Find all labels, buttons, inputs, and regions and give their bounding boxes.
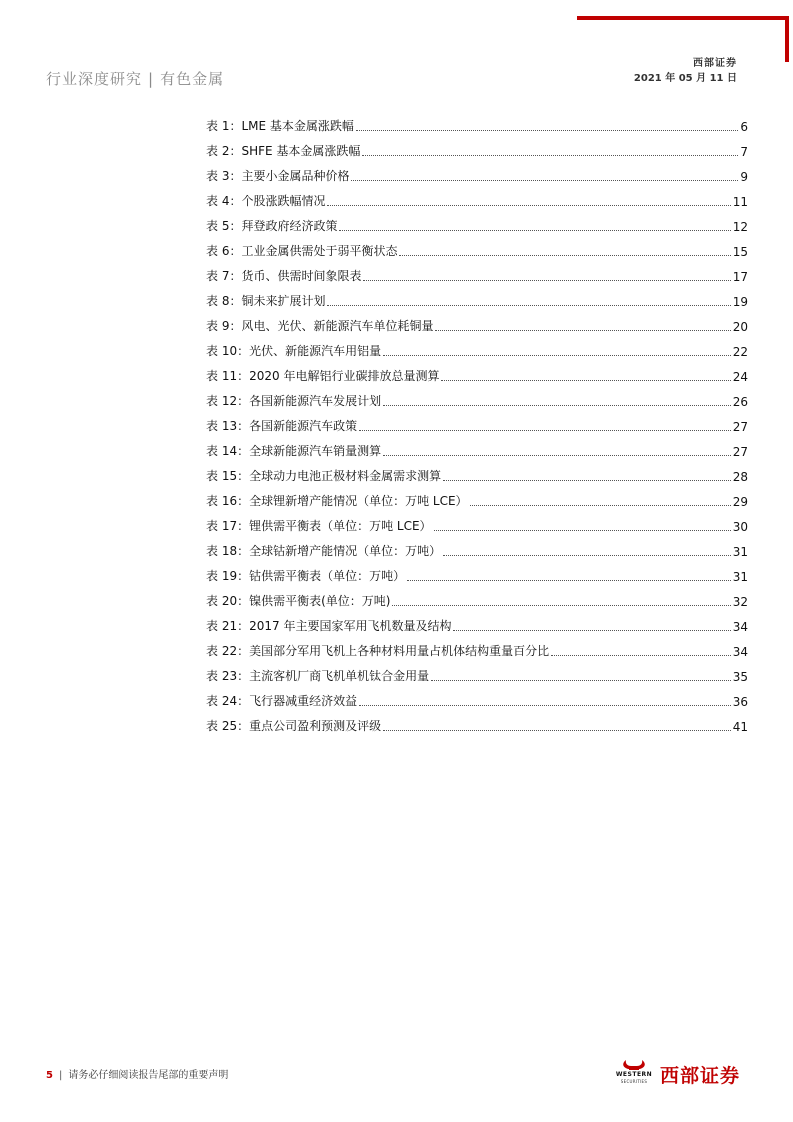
report-header	[46, 68, 224, 89]
logo-text-cn: 西部证券	[660, 1065, 741, 1087]
toc-dot-leader	[443, 554, 731, 556]
toc-dot-leader	[453, 629, 730, 631]
toc-entry[interactable]	[206, 562, 748, 587]
page-footer	[46, 1066, 228, 1081]
toc-entry-page: 20	[732, 320, 748, 334]
toc-entry[interactable]	[206, 387, 748, 412]
toc-dot-leader	[359, 704, 731, 706]
toc-entry-label: 表 20：镍供需平衡表(单位：万吨)	[206, 594, 391, 608]
toc-entry[interactable]	[206, 312, 748, 337]
toc-dot-leader	[399, 254, 730, 256]
toc-dot-leader	[363, 279, 730, 281]
toc-entry[interactable]	[206, 112, 748, 137]
toc-entry-label: 表 18：全球钴新增产能情况（单位：万吨）	[206, 544, 442, 558]
toc-dot-leader	[383, 729, 731, 731]
header-separator: |	[148, 70, 155, 88]
toc-dot-leader	[434, 529, 731, 531]
toc-entry-label: 表 23：主流客机厂商飞机单机钛合金用量	[206, 669, 430, 683]
toc-dot-leader	[351, 179, 738, 181]
toc-entry[interactable]	[206, 462, 748, 487]
toc-entry[interactable]	[206, 612, 748, 637]
company-logo	[612, 1058, 752, 1088]
toc-dot-leader	[407, 579, 731, 581]
toc-entry-page: 7	[740, 145, 748, 159]
toc-entry-page: 30	[732, 520, 748, 534]
toc-entry-label: 表 6：工业金属供需处于弱平衡状态	[206, 244, 398, 258]
toc-entry[interactable]	[206, 212, 748, 237]
toc-entry[interactable]	[206, 337, 748, 362]
toc-entry[interactable]	[206, 137, 748, 162]
toc-entry-label: 表 19：钴供需平衡表（单位：万吨）	[206, 569, 406, 583]
footer-separator: |	[58, 1070, 63, 1081]
toc-entry-page: 35	[732, 670, 748, 684]
toc-dot-leader	[383, 454, 731, 456]
toc-entry[interactable]	[206, 437, 748, 462]
page-number: 5	[46, 1070, 53, 1081]
toc-entry-page: 11	[732, 195, 748, 209]
toc-entry-label: 表 14：全球新能源汽车销量测算	[206, 444, 382, 458]
toc-entry[interactable]	[206, 362, 748, 387]
toc-entry-label: 表 25：重点公司盈利预测及评级	[206, 719, 382, 733]
toc-entry-label: 表 21：2017 年主要国家军用飞机数量及结构	[206, 619, 452, 633]
toc-entry-page: 36	[732, 695, 748, 709]
corner-accent-vertical	[785, 16, 789, 62]
toc-entry-label: 表 16：全球锂新增产能情况（单位：万吨 LCE）	[206, 494, 468, 508]
toc-entry-page: 26	[732, 395, 748, 409]
toc-entry-page: 19	[732, 295, 748, 309]
toc-entry-label: 表 1：LME 基本金属涨跌幅	[206, 119, 354, 133]
toc-entry-label: 表 3：主要小金属品种价格	[206, 169, 350, 183]
toc-entry-label: 表 11：2020 年电解铝行业碳排放总量测算	[206, 369, 440, 383]
toc-entry[interactable]	[206, 187, 748, 212]
toc-dot-leader	[339, 229, 730, 231]
toc-entry-page: 34	[732, 620, 748, 634]
toc-entry-page: 6	[740, 120, 748, 134]
toc-entry-page: 27	[732, 420, 748, 434]
brand-name: 西部证券	[693, 58, 737, 69]
corner-accent-horizontal	[577, 16, 789, 20]
toc-entry-label: 表 17：锂供需平衡表（单位：万吨 LCE）	[206, 519, 432, 533]
toc-entry-page: 41	[732, 720, 748, 734]
toc-entry[interactable]	[206, 662, 748, 687]
toc-entry-page: 32	[732, 595, 748, 609]
toc-entry-label: 表 12：各国新能源汽车发展计划	[206, 394, 382, 408]
logo-text-en-sub: SECURITIES	[620, 1079, 648, 1084]
toc-entry[interactable]	[206, 237, 748, 262]
toc-dot-leader	[362, 154, 738, 156]
toc-dot-leader	[431, 679, 731, 681]
toc-entry-page: 12	[732, 220, 748, 234]
toc-entry-page: 22	[732, 345, 748, 359]
toc-entry[interactable]	[206, 587, 748, 612]
report-category: 行业深度研究	[46, 70, 143, 88]
toc-dot-leader	[392, 604, 730, 606]
toc-entry-page: 15	[732, 245, 748, 259]
toc-entry-label: 表 10：光伏、新能源汽车用铝量	[206, 344, 382, 358]
toc-dot-leader	[435, 329, 730, 331]
toc-entry-label: 表 13：各国新能源汽车政策	[206, 419, 358, 433]
toc-entry[interactable]	[206, 487, 748, 512]
toc-entry-page: 34	[732, 645, 748, 659]
toc-entry-page: 9	[740, 170, 748, 184]
toc-dot-leader	[359, 429, 731, 431]
toc-entry-label: 表 7：货币、供需时间象限表	[206, 269, 362, 283]
footer-disclaimer: 请务必仔细阅读报告尾部的重要声明	[68, 1070, 229, 1081]
toc-entry-page: 17	[732, 270, 748, 284]
toc-entry-page: 28	[732, 470, 748, 484]
toc-dot-leader	[551, 654, 731, 656]
toc-dot-leader	[383, 354, 731, 356]
toc-entry-page: 31	[732, 545, 748, 559]
toc-entry-label: 表 2：SHFE 基本金属涨跌幅	[206, 144, 361, 158]
toc-entry-page: 27	[732, 445, 748, 459]
report-sector: 有色金属	[160, 70, 225, 88]
toc-entry[interactable]	[206, 412, 748, 437]
toc-entry-label: 表 8：铜未来扩展计划	[206, 294, 326, 308]
toc-entry-label: 表 24：飞行器减重经济效益	[206, 694, 358, 708]
toc-entry[interactable]	[206, 287, 748, 312]
toc-entry-page: 24	[732, 370, 748, 384]
toc-entry[interactable]	[206, 262, 748, 287]
toc-dot-leader	[441, 379, 730, 381]
report-date: 2021 年 05 月 11 日	[633, 73, 737, 84]
toc-entry-label: 表 22：美国部分军用飞机上各种材料用量占机体结构重量百分比	[206, 644, 550, 658]
toc-entry[interactable]	[206, 162, 748, 187]
toc-entry[interactable]	[206, 637, 748, 662]
toc-dot-leader	[383, 404, 731, 406]
toc-dot-leader	[327, 304, 730, 306]
table-of-tables	[206, 112, 748, 737]
toc-entry-page: 29	[732, 495, 748, 509]
toc-entry[interactable]	[206, 712, 748, 737]
toc-entry-label: 表 4：个股涨跌幅情况	[206, 194, 326, 208]
toc-dot-leader	[356, 129, 738, 131]
toc-entry-page: 31	[732, 570, 748, 584]
toc-dot-leader	[327, 204, 730, 206]
toc-dot-leader	[470, 504, 731, 506]
toc-entry-label: 表 15：全球动力电池正极材料金属需求测算	[206, 469, 442, 483]
toc-entry-label: 表 9：风电、光伏、新能源汽车单位耗铜量	[206, 319, 434, 333]
logo-text-en: WESTERN	[615, 1071, 653, 1078]
toc-entry[interactable]	[206, 512, 748, 537]
toc-dot-leader	[443, 479, 731, 481]
toc-entry[interactable]	[206, 537, 748, 562]
toc-entry[interactable]	[206, 687, 748, 712]
toc-entry-label: 表 5：拜登政府经济政策	[206, 219, 338, 233]
